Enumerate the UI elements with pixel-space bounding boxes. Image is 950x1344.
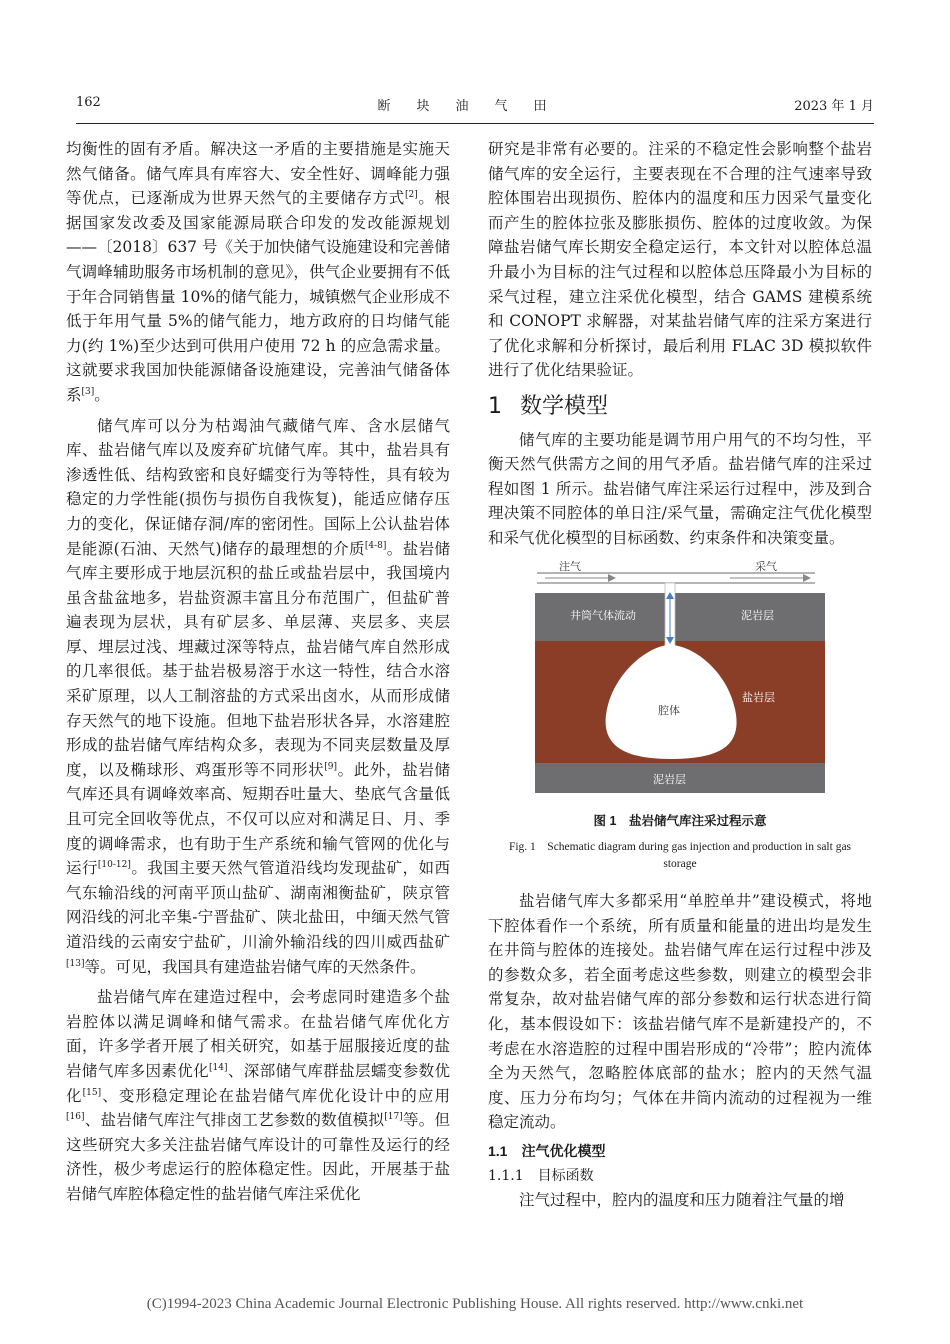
section-number: 1 bbox=[488, 393, 502, 419]
page-header bbox=[76, 95, 874, 115]
salt-cavern-diagram bbox=[515, 561, 845, 801]
figure-caption-cn: 图 1 盐岩储气库注采过程示意 bbox=[593, 813, 767, 828]
copyright-footer: (C)1994-2023 China Academic Journal Electronic Publishing House. All rights reserved. http://www.cnki.net bbox=[146, 1296, 804, 1312]
issue-date: 2023 年 1 月 bbox=[794, 99, 874, 114]
citation[interactable]: [4-8] bbox=[364, 540, 387, 551]
subsection-heading: 1.1 注气优化模型 bbox=[488, 1143, 606, 1160]
citation[interactable]: [16] bbox=[66, 1112, 85, 1122]
figure-caption-en: Fig. 1 Schematic diagram during gas injection and production in salt gas storage bbox=[508, 841, 852, 871]
paragraph: 储气库的主要功能是调节用户用气的不均匀性，平衡天然气供需方之间的用气矛盾。盐岩储气库的注采过程如图 1 所示。盐岩储气库注采运行过程中，涉及到合理决策不同腔体的单日注/采气量，需确定注气优化模型和采气优化模型的目标函数、约束条件和决策变量。 bbox=[488, 430, 872, 547]
citation[interactable]: [15] bbox=[82, 1087, 102, 1098]
paragraph: 盐岩储气库在建造过程中，会考虑同时建造多个盐岩腔体以满足调峰和储气需求。在盐岩储气库优化方面，许多学者开展了相关研究，如基于屈服接近度的盐岩储气库多因素优化[14]、深部储气库群盐层蠕变参数优化[15]、变形稳定理论在盐岩储气库优化设计中的应用[16]、盐岩储气库注气排卤工艺参数的数值模拟[17]等。但这些研究大多关注盐岩储气库设计的可靠性及运行的经济性，极少考虑运行的腔体稳定性。因此，开展基于盐岩储气库腔体稳定性的盐岩储气库注采优化 bbox=[66, 988, 450, 1203]
citation[interactable]: [2] bbox=[404, 190, 418, 201]
mudstone-bottom-label: 泥岩层 bbox=[653, 772, 686, 786]
cavity-label: 腔体 bbox=[658, 703, 680, 717]
wellbore-flow-label: 井筒气体流动 bbox=[570, 608, 636, 622]
citation[interactable]: [3] bbox=[81, 386, 95, 397]
citation[interactable]: [9] bbox=[324, 761, 337, 772]
citation[interactable]: [17] bbox=[384, 1112, 403, 1122]
citation[interactable]: [14] bbox=[209, 1062, 228, 1073]
paragraph: 均衡性的固有矛盾。解决这一矛盾的主要措施是实施天然气储备。储气库具有库容大、安全性好、调峰能力强等优点，已逐渐成为世界天然气的主要储存方式[2]。根据国家发改委及国家能源局联合印发的发改能源规划——〔2018〕637 号《关于加快储气设施建设和完善储气调峰辅助服务市场机制的意见》，供气企业要拥有不低于年合同销售量 10%的储气能力，城镇燃气企业形成不低于年用气量 5%的储气能力，地方政府的日均储气能力(约 1%)至少达到可供用户使用 72 h 的应急需求量。这就要求我国加快能源储备设施建设，完善油气储备体系[3]。 bbox=[66, 140, 450, 404]
journal-name: 断块油气田 bbox=[377, 99, 573, 114]
citation[interactable]: [10-12] bbox=[97, 860, 131, 871]
figure-1 bbox=[488, 561, 872, 874]
header-rule bbox=[76, 123, 874, 124]
paragraph: 研究是非常有必要的。注采的不稳定性会影响整个盐岩储气库的安全运行，主要表现在不合理的注气速率导致腔体围岩出现损伤、腔体内的温度和压力因采气量变化而产生的腔体拉张及膨胀损伤、腔体的过度收敛。为保障盐岩储气库长期安全稳定运行，本文针对以腔体总温升最小为目标的注气过程和以腔体总压降最小为目标的采气过程，建立注采优化模型，结合 GAMS 建模系统和 CONOPT 求解器，对某盐岩储气库的注采方案进行了优化求解和分析探讨，最后利用 FLAC 3D 模拟软件进行了优化结果验证。 bbox=[488, 140, 872, 380]
left-column bbox=[66, 137, 450, 1207]
right-column bbox=[488, 137, 872, 1213]
citation[interactable]: [13] bbox=[66, 958, 85, 969]
section-heading bbox=[488, 395, 872, 420]
subsubsection-heading: 1.1.1 目标函数 bbox=[488, 1167, 594, 1184]
produce-label: 采气 bbox=[755, 560, 777, 573]
inject-label: 注气 bbox=[559, 560, 581, 573]
paragraph: 储气库可以分为枯竭油气藏储气库、含水层储气库、盐岩储气库以及废弃矿坑储气库。其中，盐岩具有渗透性低、结构致密和良好蠕变行为等特性，具有较为稳定的力学性能(损伤与损伤自我恢复)，能适应储存压力的变化，保证储存洞/库的密闭性。国际上公认盐岩体是能源(石油、天然气)储存的最理想的介质[4-8]。盐岩储气库主要形成于地层沉积的盐丘或盐岩层中，我国境内虽含盐盆地多，岩盐资源丰富且分布范围广，但盐矿普遍表现为层状，具有矿层多、单层薄、夹层多、夹层厚、埋层过浅、埋藏过深等特点，盐岩储气库自然形成的几率很低。基于盐岩极易溶于水这一特性，结合水溶采矿原理，以人工制溶盐的方式采出卤水，从而形成储存天然气的地下设施。但地下盐岩形状各异，水溶建腔形成的盐岩储气库结构众多，表现为不同夹层数量及厚度，以及椭球形、鸡蛋形等不同形状[9]。此外，盐岩储气库还具有调峰效率高、短期吞吐量大、垫底气含量低且可完全回收等优点，不仅可以应对和满足日、月、季度的调峰需求，也有助于生产系统和输气管网的优化与运行[10-12]。我国主要天然气管道沿线均发现盐矿，如西气东输沿线的河南平顶山盐矿、湖南湘衡盐矿，陕京管网沿线的河北辛集-宁晋盐矿、陕北盐田，中缅天然气管道沿线的云南安宁盐矿，川渝外输沿线的四川威西盐矿[13]等。可见，我国具有建造盐岩储气库的天然条件。 bbox=[66, 416, 450, 976]
salt-layer-label: 盐岩层 bbox=[742, 690, 775, 704]
section-title: 数学模型 bbox=[520, 393, 609, 419]
paragraph: 盐岩储气库大多都采用“单腔单井”建设模式，将地下腔体看作一个系统，所有质量和能量的进出均是发生在井筒与腔体的连接处。盐岩储气库在运行过程中涉及的参数众多，若全面考虑这些参数，则建立的模型会非常复杂，故对盐岩储气库的部分参数和运行状态进行简化，基本假设如下：该盐岩储气库不是新建投产的，不考虑在水溶造腔的过程中围岩形成的“冷带”；腔内流体全为天然气，忽略腔体底部的盐水；腔内的天然气温度、压力分布均匀；气体在井筒内流动的过程视为一维稳定流动。 bbox=[488, 892, 872, 1132]
mudstone-top-label: 泥岩层 bbox=[741, 608, 774, 622]
page-number: 162 bbox=[76, 95, 101, 110]
paragraph: 注气过程中，腔内的温度和压力随着注气量的增 bbox=[519, 1191, 845, 1210]
